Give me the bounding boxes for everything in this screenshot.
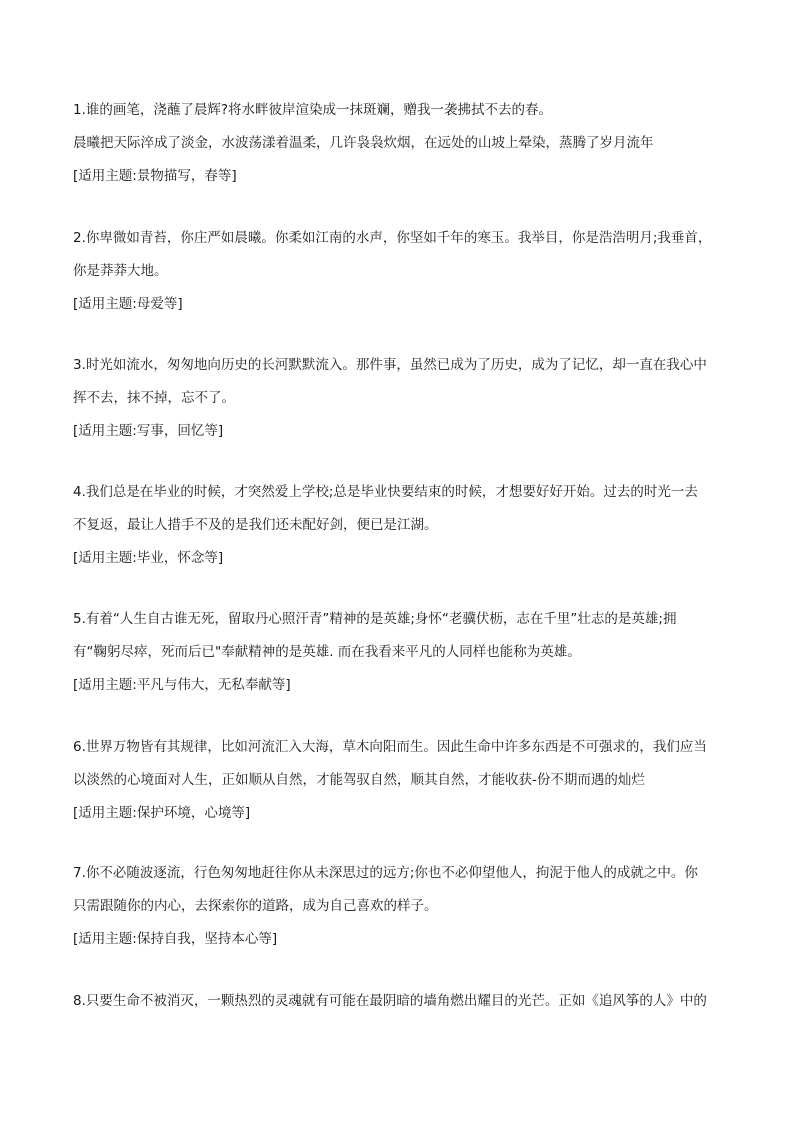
quote-line: 5.有着“人生自古谁无死，留取丹心照汗青”精神的是英雄;身怀“老骥伏枥，志在千里”壮志的是英雄;拥 xyxy=(73,611,677,627)
theme-label: [适用主题:平凡与伟大，无私奉献等] xyxy=(73,677,291,693)
quote-line: 有“鞠躬尽瘁，死而后已"奉献精神的是英雄. 而在我看来平凡的人同样也能称为英雄。 xyxy=(73,644,581,660)
quote-entry-5 xyxy=(73,603,723,702)
quote-line: 晨曦把天际淬成了淡金，水波荡漾着温柔，几许袅袅炊烟，在远处的山坡上晕染，蒸腾了岁月流年 xyxy=(73,135,654,151)
quote-line: 你是莽莽大地。 xyxy=(73,263,168,279)
quote-line: 6.世界万物皆有其规律，比如河流汇入大海，草木向阳而生。因此生命中许多东西是不可强求的，我们应当 xyxy=(73,739,707,755)
quote-entry-7 xyxy=(73,857,723,956)
quote-entry-1 xyxy=(73,94,723,193)
quote-line: 2.你卑微如青苔，你庄严如晨曦。你柔如江南的水声，你坚如千年的寒玉。我举目，你是浩浩明月;我垂首， xyxy=(73,230,712,246)
theme-label: [适用主题:母爱等] xyxy=(73,296,183,312)
quote-entry-8 xyxy=(73,985,723,1018)
quote-entry-6 xyxy=(73,731,723,830)
quote-line: 7.你不必随波逐流，行色匆匆地赶往你从未深思过的远方;你也不必仰望他人，拘泥于他人的成就之中。你 xyxy=(73,865,698,881)
quote-line: 1.谁的画笔，浇蘸了晨辉?将水畔彼岸渲染成一抹斑斓，赠我一袭拂拭不去的春。 xyxy=(73,102,553,118)
theme-label: [适用主题:写事，回忆等] xyxy=(73,423,224,439)
quote-entry-3 xyxy=(73,349,723,448)
quote-line: 不复返，最让人措手不及的是我们还未配好剑，便已是江湖。 xyxy=(73,517,438,533)
theme-label: [适用主题:保护环境，心境等] xyxy=(73,805,251,821)
quote-line: 只需跟随你的内心，去探索你的道路，成为自己喜欢的样子。 xyxy=(73,898,438,914)
theme-label: [适用主题:景物描写，春等] xyxy=(73,168,237,184)
theme-label: [适用主题:保持自我，坚持本心等] xyxy=(73,931,278,947)
theme-label: [适用主题:毕业，怀念等] xyxy=(73,550,224,566)
quote-line: 8.只要生命不被消灭，一颗热烈的灵魂就有可能在最阴暗的墙角燃出耀目的光芒。正如《追风筝的人》中的 xyxy=(73,993,707,1009)
quote-line: 挥不去，抹不掉，忘不了。 xyxy=(73,390,235,406)
quote-line: 4.我们总是在毕业的时候，才突然爱上学校;总是毕业快要结束的时候，才想要好好开始。过去的时光一去 xyxy=(73,484,698,500)
quote-entry-4 xyxy=(73,476,723,575)
quote-entry-2 xyxy=(73,222,723,321)
quote-line: 以淡然的心境面对人生，正如顺从自然，才能驾驭自然，顺其自然，才能收获-份不期而遇的灿烂 xyxy=(73,772,645,788)
quote-line: 3.时光如流水，匆匆地向历史的长河默默流入。那件事，虽然已成为了历史，成为了记忆，却一直在我心中 xyxy=(73,357,707,373)
